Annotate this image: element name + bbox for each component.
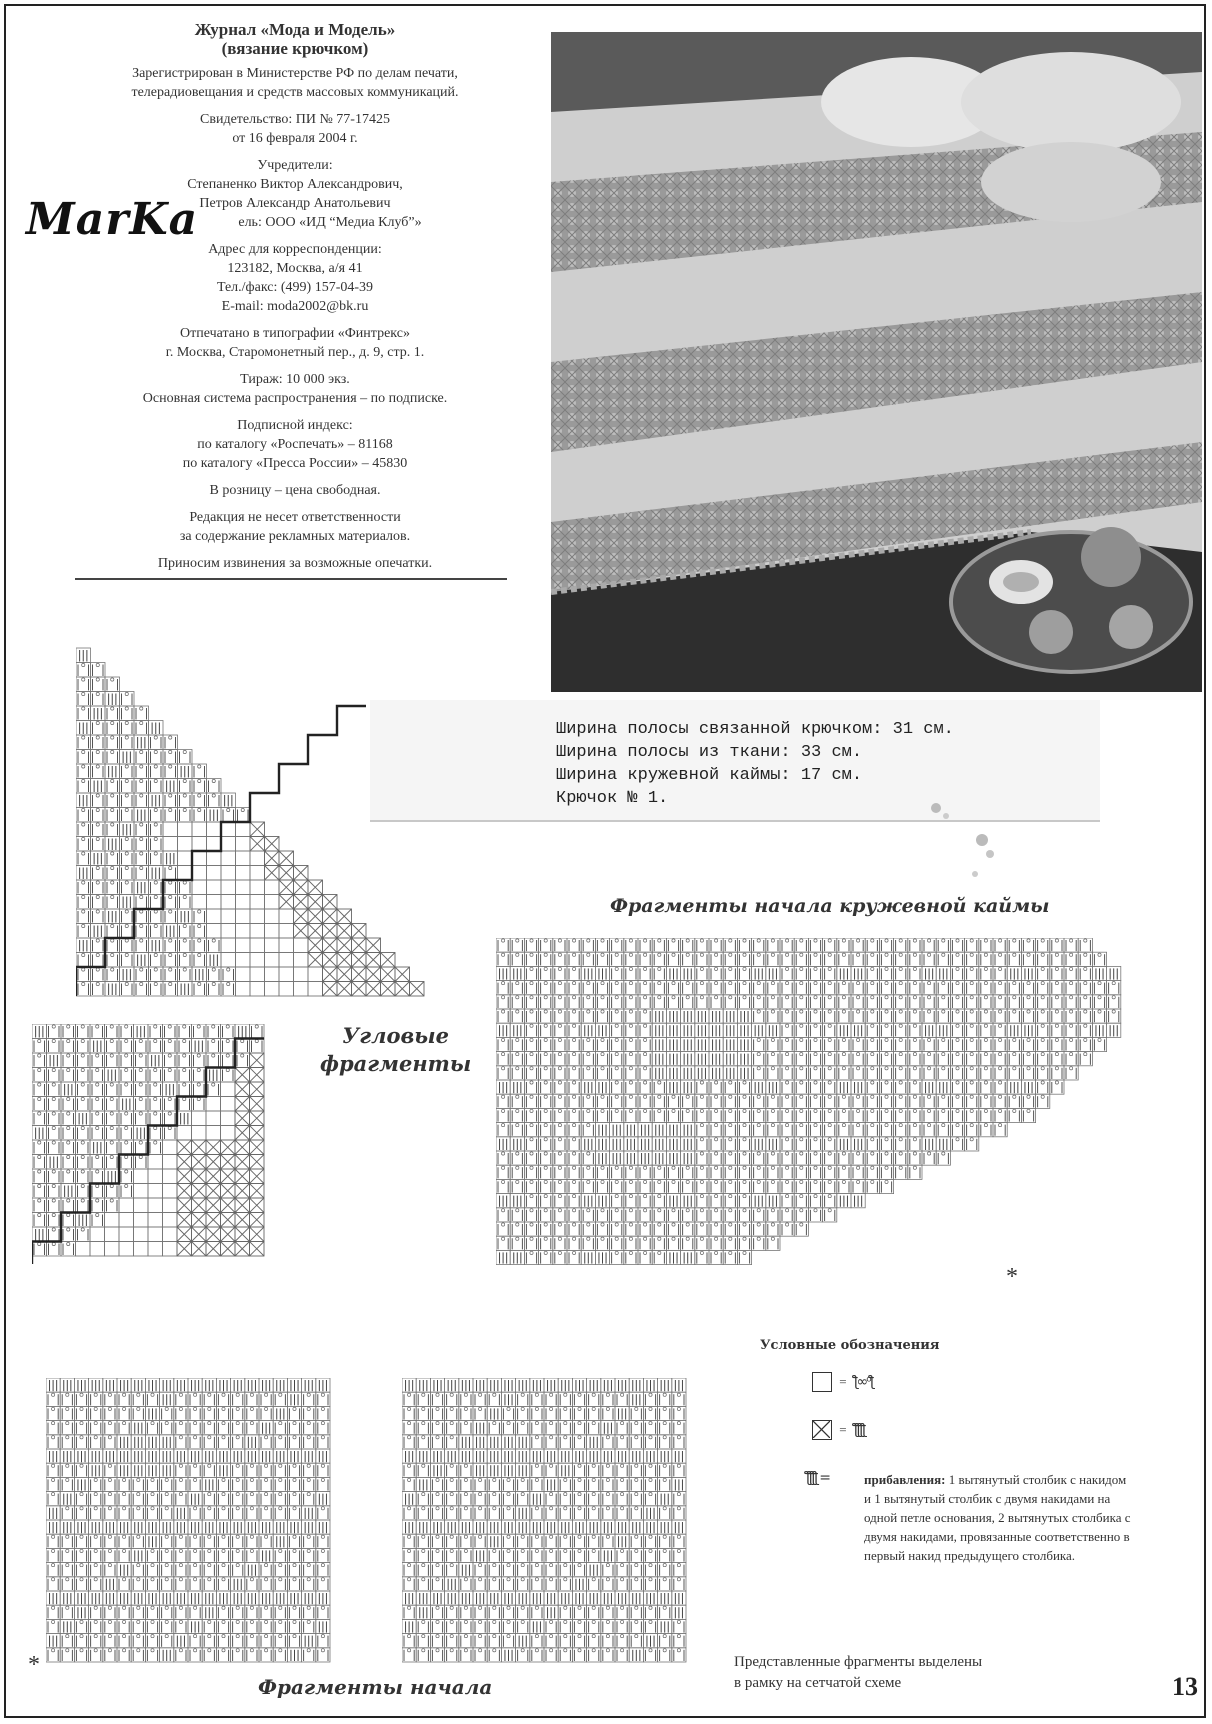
registration-line: Зарегистрирован в Министерстве РФ по делам печати, (132, 66, 458, 81)
bedspread-photo (551, 32, 1202, 692)
spec-hook: Крючок № 1. (556, 789, 669, 808)
ink-smudge (920, 794, 1000, 884)
masthead (70, 20, 520, 581)
increase-text: 1 вытянутый столбик с накидом и 1 вытянутый столбик с двумя накидами на одной петле основания, 2 вытянутых столбика с двумя накидами, провязанные соответственно в первый накид предыдущего столбика. (864, 1472, 1131, 1563)
subscription-line: Подписной индекс: (237, 418, 353, 433)
circulation-line: Основная система распространения – по подписке. (142, 391, 448, 406)
masthead-rule (75, 578, 507, 580)
disclaimer-line: Редакция не несет ответственности (189, 510, 401, 525)
corner-heading-line: фрагменты (320, 1051, 472, 1076)
subscription (70, 416, 520, 473)
circulation-line: Тираж: 10 000 экз. (240, 372, 350, 387)
corner-fragments-heading (320, 1022, 471, 1078)
legend-equals: = (839, 1374, 847, 1389)
footnote-line: в рамку на сетчатой схеме (734, 1675, 902, 1691)
footnote-line: Представленные фрагменты выделены (734, 1654, 983, 1670)
address-line: Адрес для корреспонденции: (208, 242, 382, 257)
legend-equals: = (839, 1422, 847, 1437)
printing-line: Отпечатано в типографии «Финтрекс» (180, 326, 410, 341)
publisher-line: ель: ООО «ИД “Медиа Клуб”» (238, 215, 422, 230)
spec-lace-border-width: Ширина кружевной каймы: 17 см. (556, 766, 863, 785)
footnote (734, 1652, 1094, 1694)
registration-line: телерадиовещания и средств массовых коммуникаций. (131, 85, 459, 100)
apology (70, 554, 520, 573)
email-line: E-mail: moda2002@bk.ru (221, 299, 369, 314)
certificate-line: от 16 февраля 2004 г. (232, 131, 358, 146)
founder-line: Степаненко Виктор Александрович, (187, 177, 403, 192)
printing (70, 324, 520, 362)
increase-symbol: ƪƪƪƪ = (806, 1470, 829, 1486)
address-line: 123182, Москва, а/я 41 (227, 261, 363, 276)
address (70, 240, 520, 316)
lace-border-chart (496, 938, 1166, 1284)
disclaimer-line: за содержание рекламных материалов. (179, 529, 411, 544)
magazine-title: Журнал «Мода и Модель» (194, 20, 396, 39)
magazine-subtitle: (вязание крючком) (221, 39, 369, 58)
certificate-line: Свидетельство: ПИ № 77-17425 (200, 112, 390, 127)
corner-heading-line: Угловые (342, 1023, 450, 1048)
increase-label: прибавления: (864, 1472, 946, 1487)
apology-line: Приносим извинения за возможные опечатки. (157, 556, 433, 571)
watermark-logo: MarKa (26, 194, 199, 245)
start-star: * (28, 1652, 40, 1678)
start-chart-right (402, 1378, 692, 1668)
start-fragments-heading: Фрагменты начала (258, 1675, 493, 1699)
page-number: 13 (1172, 1672, 1198, 1701)
specs (556, 718, 954, 810)
registration (70, 64, 520, 102)
crossed-square-icon (812, 1420, 832, 1440)
founders-label: Учредители: (257, 158, 333, 173)
legend-title: Условные обозначения (760, 1338, 940, 1353)
open-square-icon (812, 1372, 832, 1392)
filled-block-symbol: ƪƪƪƪ (853, 1422, 865, 1438)
disclaimer (70, 508, 520, 546)
retail (70, 481, 520, 500)
border-start-star: * (1006, 1264, 1018, 1290)
subscription-line: по каталогу «Роспечать» – 81168 (197, 437, 393, 452)
address-line: Тел./факс: (499) 157-04-39 (216, 280, 374, 295)
retail-line: В розницу – цена свободная. (209, 483, 381, 498)
spec-fabric-width: Ширина полосы из ткани: 33 см. (556, 743, 863, 762)
start-chart-left (46, 1378, 336, 1668)
printing-line: г. Москва, Старомонетный пер., д. 9, стр. 1. (165, 345, 425, 360)
circulation (70, 370, 520, 408)
legend-row-filled (812, 1420, 865, 1440)
founder-line: Петров Александр Анатольевич (199, 196, 391, 211)
legend-row-open (812, 1372, 873, 1392)
border-fragments-heading: Фрагменты начала кружевной каймы (610, 895, 1050, 917)
subscription-line: по каталогу «Пресса России» – 45830 (182, 456, 408, 471)
certificate (70, 110, 520, 148)
spec-crochet-width: Ширина полосы связанной крючком: 31 см. (556, 720, 954, 739)
corner-chart-bottom (32, 1024, 282, 1264)
corner-chart-top (76, 628, 456, 1000)
increase-description (864, 1470, 1132, 1565)
open-mesh-symbol: ƪ∞ᵒƪ (853, 1374, 873, 1390)
